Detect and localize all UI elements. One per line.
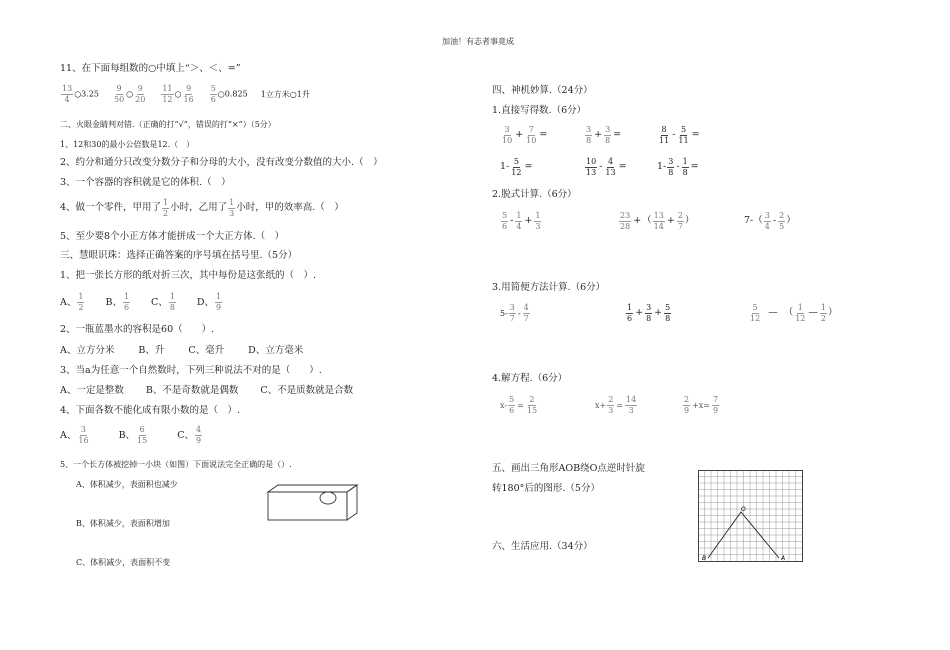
expr-1e: $\frac{10}{13}$ - $\frac{4}{13}$ =	[586, 157, 627, 177]
s3-question-4: 4、下面各数不能化成有限小数的是（ ）.	[60, 405, 241, 416]
expr-3b: $\frac{1}{6}$ + $\frac{3}{8}$ + $\frac{5}{8}$	[627, 303, 671, 323]
option-c: C、 $\frac{1}{8}$	[151, 292, 175, 312]
expr-3a: 5- $\frac{3}{7}$ - $\frac{4}{7}$	[500, 303, 529, 323]
option-c: C、毫升	[188, 345, 225, 356]
option-a: A、 $\frac{3}{16}$	[60, 425, 89, 445]
equation-a: x- $\frac{5}{6}$ = $\frac{2}{15}$	[500, 395, 538, 415]
section-4-title: 四、神机妙算.（24分）	[492, 85, 593, 96]
option-b: B、不是奇数就是偶数	[145, 385, 239, 396]
option-d: D、 $\frac{1}{9}$	[196, 292, 222, 312]
s2-question-5: 5、至少要8个小正方体才能拼成一个大正方体.（ ）	[60, 231, 285, 242]
s3-q1-options	[60, 293, 223, 312]
option-c: C、 $\frac{4}{9}$	[177, 425, 202, 445]
q11-item-5: 1立方米○1升	[260, 89, 310, 99]
expr-1d: 1- $\frac{5}{12}$ =	[500, 157, 533, 177]
part-2-title: 2.脱式计算.（6分）	[492, 189, 577, 200]
page-header: 加油！有志者事竟成	[442, 37, 514, 46]
option-b: B、 $\frac{6}{15}$	[118, 425, 148, 445]
option-a: A、立方分米	[60, 345, 115, 356]
rotation-grid	[698, 470, 803, 562]
option-c: C、不是质数就是合数	[260, 385, 354, 396]
q11-item-1: $\frac{13}{4}$ ○3.25	[62, 84, 99, 104]
s2-question-1: 1、12和30的最小公倍数是12.（ ）	[60, 140, 195, 149]
section-5-line-2: 转180°后的图形.（5分）	[492, 483, 600, 494]
expr-1a: $\frac{3}{10}$ + $\frac{7}{10}$ =	[502, 125, 548, 145]
option-a: A、 $\frac{1}{2}$	[60, 292, 84, 312]
section-3-title: 三、慧眼识珠：选择正确答案的序号填在括号里.（5分）	[60, 250, 298, 261]
option-b: B、升	[138, 345, 165, 356]
s3-q5-option-b: B、体积减少，表面积增加	[76, 519, 170, 528]
option-d: D、立方毫米	[248, 345, 304, 356]
s3-q2-options	[60, 346, 303, 357]
part-1-title: 1.直接写得数.（6分）	[492, 105, 587, 116]
section-6-title: 六、生活应用.（34分）	[492, 541, 593, 552]
equation-c: $\frac{2}{9}$ +x= $\frac{7}{9}$	[684, 395, 719, 415]
q11-items	[60, 85, 310, 104]
expr-2c: 7- （ $\frac{3}{4}$ - $\frac{2}{5}$ ）	[744, 211, 796, 231]
expr-1b: $\frac{3}{8}$ + $\frac{3}{8}$ =	[586, 125, 622, 145]
equation-b: x+ $\frac{2}{3}$ = $\frac{14}{3}$	[595, 395, 637, 415]
point-a-label: A	[781, 555, 786, 562]
cuboid-figure	[262, 482, 362, 524]
q11-item-3: $\frac{11}{12}$ ○ $\frac{9}{16}$	[162, 84, 194, 104]
s3-q3-options	[60, 386, 353, 397]
section-2-title: 二、火眼金睛判对错.（正确的打“√”，错误的打“×”）（5分）	[60, 120, 276, 129]
section-5-line-1: 五、画出三角形AOB绕O点逆时针旋	[492, 463, 645, 474]
expr-2a: $\frac{5}{6}$ - $\frac{1}{4}$ + $\frac{1}{3}$	[502, 211, 541, 231]
q11-item-2: $\frac{9}{50}$ ○ $\frac{9}{20}$	[113, 84, 146, 104]
part-4-title: 4.解方程.（6分）	[492, 373, 568, 384]
s2-question-2: 2、约分和通分只改变分数分子和分母的大小，没有改变分数值的大小.（ ）	[60, 157, 383, 168]
expr-1c: $\frac{8}{11}$ - $\frac{5}{11}$ =	[659, 125, 700, 145]
s3-q5-option-a: A、体积减少，表面积也减少	[76, 480, 178, 489]
point-o-label: O	[741, 506, 746, 513]
s2-question-3: 3、一个容器的容积就是它的体积.（ ）	[60, 177, 231, 188]
s3-question-3: 3、当a为任意一个自然数时，下列三种说法不对的是（ ）.	[60, 365, 322, 376]
point-b-label: B	[702, 555, 707, 562]
s3-question-5: 5、一个长方体被挖掉一小块（如图）下面说法完全正确的是（）.	[60, 460, 292, 469]
expr-1f: 1- $\frac{3}{8}$ - $\frac{1}{8}$ =	[657, 157, 699, 177]
part-3-title: 3.用简便方法计算.（6分）	[492, 282, 606, 293]
s3-question-1: 1、把一张长方形的纸对折三次，其中每份是这张纸的（ ）.	[60, 270, 317, 281]
q11-item-4: $\frac{5}{6}$ ○0.825	[210, 84, 248, 104]
s3-q5-option-c: C、体积减少，表面积不变	[76, 558, 171, 567]
s3-q4-options	[60, 426, 203, 445]
option-a: A、一定是整数	[60, 385, 124, 396]
expr-3c: $\frac{5}{12}$ — （ $\frac{1}{12}$ — $\frac{1}{2}$ ）	[750, 303, 838, 323]
option-b: B、 $\frac{1}{6}$	[105, 292, 130, 312]
expr-2b: $\frac{23}{28}$ + （ $\frac{13}{14}$ + $\frac{2}{7}$ ）	[620, 211, 695, 231]
s3-question-2: 2、一瓶蓝墨水的容积是60（ ）.	[60, 324, 215, 335]
q11-title: 11、在下面每组数的○中填上“＞、＜、=”	[60, 63, 241, 74]
s2-question-4: 4、做一个零件，甲用了 $\frac{1}{2}$ 小时，乙用了 $\frac{1}{3}$ 小时，甲的效率高.（ ）	[60, 198, 344, 218]
